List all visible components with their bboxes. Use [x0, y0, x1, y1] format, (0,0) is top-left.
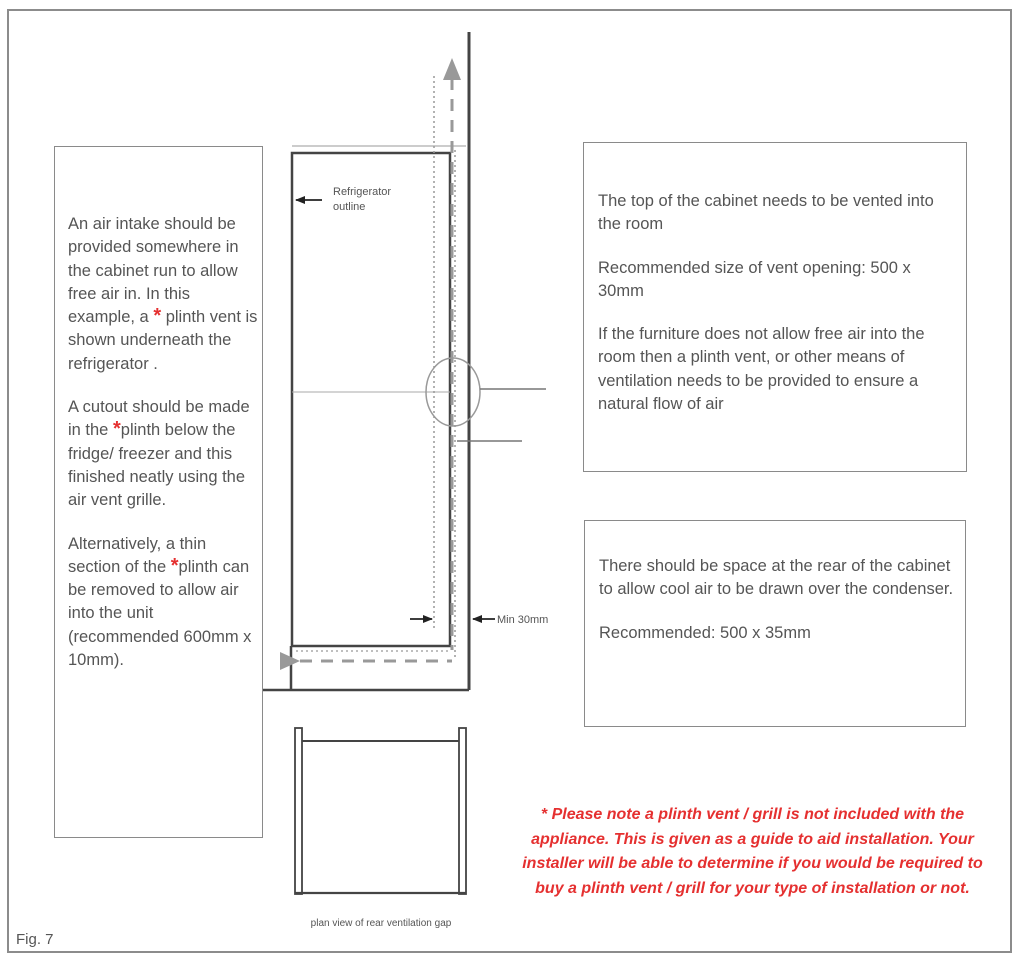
figure-label: Fig. 7 — [16, 931, 54, 948]
airflow-up-arrowhead — [443, 58, 461, 80]
rear-space-paragraph: There should be space at the rear of the cabinet to allow cool air to be drawn over the condenser. — [599, 557, 954, 599]
refrigerator-label-line2: outline — [333, 201, 366, 213]
cutout-paragraph: A cutout should be made in the *plinth below the fridge/ freezer and this finished neatly using the air vent grille. — [68, 398, 250, 510]
plinth-vent-note: * Please note a plinth vent / grill is not included with the appliance. This is given as a guide to aid installation. Your installer will be able to determine if you would be required to buy a plinth vent / grill for your type of installation or not. — [522, 806, 983, 897]
alternative-paragraph: Alternatively, a thin section of the *plinth can be removed to allow air into the unit (recommended 600mm x 10mm). — [68, 534, 252, 670]
rear-space-info-box — [584, 520, 966, 727]
plan-view — [295, 728, 466, 894]
refrigerator-label-line1: Refrigerator — [333, 186, 392, 198]
red-asterisk-marker: * — [153, 305, 162, 328]
min-gap-label: Min 30mm — [497, 614, 549, 626]
top-vent-paragraph: The top of the cabinet needs to be vented into the room — [598, 192, 934, 234]
plinth-vent-paragraph: If the furniture does not allow free air into the room then a plinth vent, or other means of ventilation needs to be provided to ensure a natural flow of air — [598, 325, 925, 414]
red-asterisk-marker: * — [170, 554, 179, 577]
plan-view-caption: plan view of rear ventilation gap — [310, 918, 452, 929]
rear-recommended-paragraph: Recommended: 500 x 35mm — [599, 623, 811, 642]
air-intake-paragraph: An air intake should be provided somewhere in the cabinet run to allow free air in. In this example, a * plinth vent is shown underneath the refrigerator . — [68, 215, 258, 373]
top-vent-info-box — [583, 142, 967, 472]
red-asterisk-marker: * — [112, 418, 121, 441]
vent-size-paragraph: Recommended size of vent opening: 500 x 30mm — [598, 258, 911, 300]
air-intake-info-box — [54, 146, 263, 838]
